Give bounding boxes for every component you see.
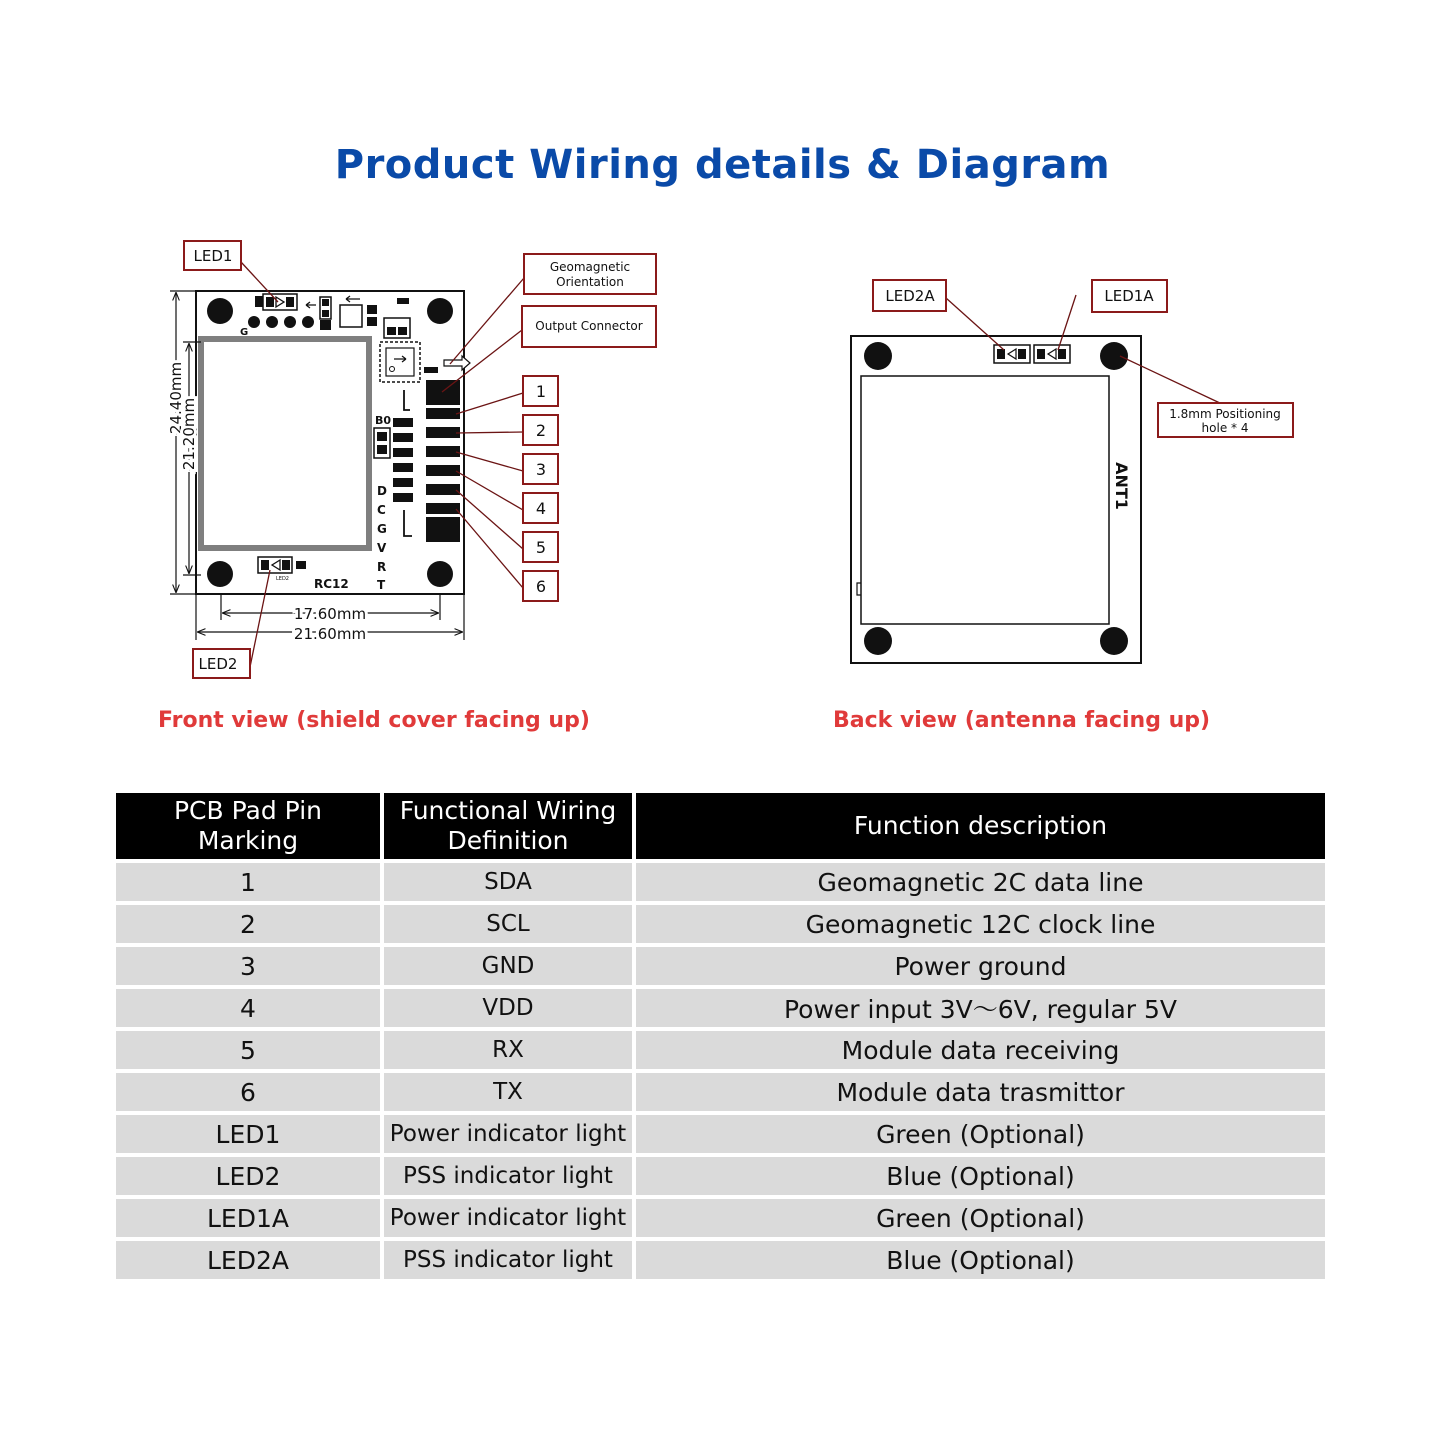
led1a-component-icon: [1034, 345, 1070, 363]
pin-marking-cell: LED2A: [116, 1241, 380, 1279]
led2-callout-label: LED2: [198, 655, 238, 673]
table-row: [116, 1115, 1325, 1153]
pin-marking-cell: LED1A: [116, 1199, 380, 1237]
pad-dot-icon: [284, 316, 296, 328]
pin3-callout-label: 3: [535, 460, 547, 479]
shield-cover: [201, 339, 369, 548]
positioning-hole-icon: [864, 342, 892, 370]
pin6-callout-label: 6: [535, 577, 547, 596]
led2a-component-icon: [994, 345, 1030, 363]
wiring-definition-cell: GND: [384, 947, 632, 985]
wiring-definition-cell: VDD: [384, 989, 632, 1027]
table-row: [116, 1031, 1325, 1069]
pin-letter-d: D: [377, 484, 387, 498]
back-view-caption: Back view (antenna facing up): [833, 708, 1211, 733]
pin-definition-table: [112, 789, 1329, 1283]
geomagnetic-callout-line2: Orientation: [556, 275, 624, 289]
b0-silk-label: B0: [375, 414, 392, 427]
positioning-hole-callout-line2: hole * 4: [1201, 421, 1249, 435]
pin-marking-cell: 2: [116, 905, 380, 943]
table-row: [116, 1073, 1325, 1111]
led1-callout-label: LED1: [193, 247, 233, 265]
pin-marking-cell: 6: [116, 1073, 380, 1111]
pad-dot-icon: [248, 316, 260, 328]
led1a-callout-label: LED1A: [1104, 287, 1154, 305]
pad-dot-icon: [302, 316, 314, 328]
antenna-outline: [861, 376, 1109, 624]
header-function-description: Function description: [636, 793, 1325, 859]
wiring-definition-cell: PSS indicator light: [384, 1157, 632, 1195]
pin-marking-cell: 1: [116, 863, 380, 901]
pin2-callout-label: 2: [535, 421, 547, 440]
front-view: [167, 241, 656, 678]
mount-hole-icon: [207, 298, 233, 324]
pin-letter-g: G: [377, 522, 387, 536]
function-description-cell: Geomagnetic 12C clock line: [636, 905, 1325, 943]
header-pad-pin-marking: PCB Pad Pin Marking: [116, 793, 380, 859]
pin-marking-cell: 4: [116, 989, 380, 1027]
table-header-row: [116, 793, 1325, 859]
wiring-definition-cell: SCL: [384, 905, 632, 943]
pin-marking-cell: 5: [116, 1031, 380, 1069]
back-view: [851, 280, 1293, 663]
table-row: [116, 1241, 1325, 1279]
table-row: [116, 905, 1325, 943]
pin-letter-t: T: [377, 578, 386, 592]
function-description-cell: Geomagnetic 2C data line: [636, 863, 1325, 901]
mount-hole-icon: [427, 561, 453, 587]
component-icon: [340, 305, 362, 327]
wiring-definition-cell: RX: [384, 1031, 632, 1069]
pin-marking-cell: LED2: [116, 1157, 380, 1195]
pin4-callout-label: 4: [535, 499, 547, 518]
width-inner-dimension: 17.60mm: [293, 605, 367, 623]
table-row: [116, 947, 1325, 985]
geomagnetic-chip-icon: [380, 342, 420, 382]
function-description-cell: Blue (Optional): [636, 1157, 1325, 1195]
table-row: [116, 1157, 1325, 1195]
positioning-hole-icon: [1100, 342, 1128, 370]
mount-hole-icon: [427, 298, 453, 324]
pin-letter-r: R: [377, 560, 387, 574]
led2-silk-label: LED2: [276, 576, 289, 582]
function-description-cell: Module data receiving: [636, 1031, 1325, 1069]
output-connector-callout-label: Output Connector: [535, 319, 643, 333]
function-description-cell: Power input 3V～6V, regular 5V: [636, 989, 1325, 1027]
pin-marking-cell: 3: [116, 947, 380, 985]
board-model-label: RC12: [314, 577, 349, 591]
table-row: [116, 863, 1325, 901]
geomagnetic-callout-line1: Geomagnetic: [549, 260, 631, 274]
page-title: Product Wiring details & Diagram: [334, 142, 1111, 188]
wiring-definition-cell: PSS indicator light: [384, 1241, 632, 1279]
wiring-definition-cell: Power indicator light: [384, 1115, 632, 1153]
led2a-callout-label: LED2A: [885, 287, 935, 305]
function-description-cell: Power ground: [636, 947, 1325, 985]
positioning-hole-icon: [1100, 627, 1128, 655]
antenna-label: ANT1: [1112, 462, 1131, 510]
pin-letter-v: V: [377, 541, 387, 555]
g-silk-label: G: [240, 327, 249, 338]
function-description-cell: Module data trasmittor: [636, 1073, 1325, 1111]
wiring-definition-cell: TX: [384, 1073, 632, 1111]
height-outer-dimension: 24.40mm: [167, 361, 185, 435]
positioning-hole-icon: [864, 627, 892, 655]
width-outer-dimension: 21.60mm: [293, 625, 367, 643]
mount-hole-icon: [207, 561, 233, 587]
function-description-cell: Green (Optional): [636, 1115, 1325, 1153]
wiring-definition-cell: Power indicator light: [384, 1199, 632, 1237]
wiring-definition-cell: SDA: [384, 863, 632, 901]
front-view-caption: Front view (shield cover facing up): [158, 708, 590, 733]
pin5-callout-label: 5: [535, 538, 547, 557]
function-description-cell: Blue (Optional): [636, 1241, 1325, 1279]
table-row: [116, 989, 1325, 1027]
pin-marking-cell: LED1: [116, 1115, 380, 1153]
positioning-hole-callout-line1: 1.8mm Positioning: [1169, 407, 1281, 421]
pin1-callout-label: 1: [535, 382, 547, 401]
height-inner-dimension: 21.20mm: [180, 397, 198, 471]
table-row: [116, 1199, 1325, 1237]
pin-letter-c: C: [377, 503, 386, 517]
function-description-cell: Green (Optional): [636, 1199, 1325, 1237]
header-wiring-definition: Functional Wiring Definition: [384, 793, 632, 859]
pad-dot-icon: [266, 316, 278, 328]
